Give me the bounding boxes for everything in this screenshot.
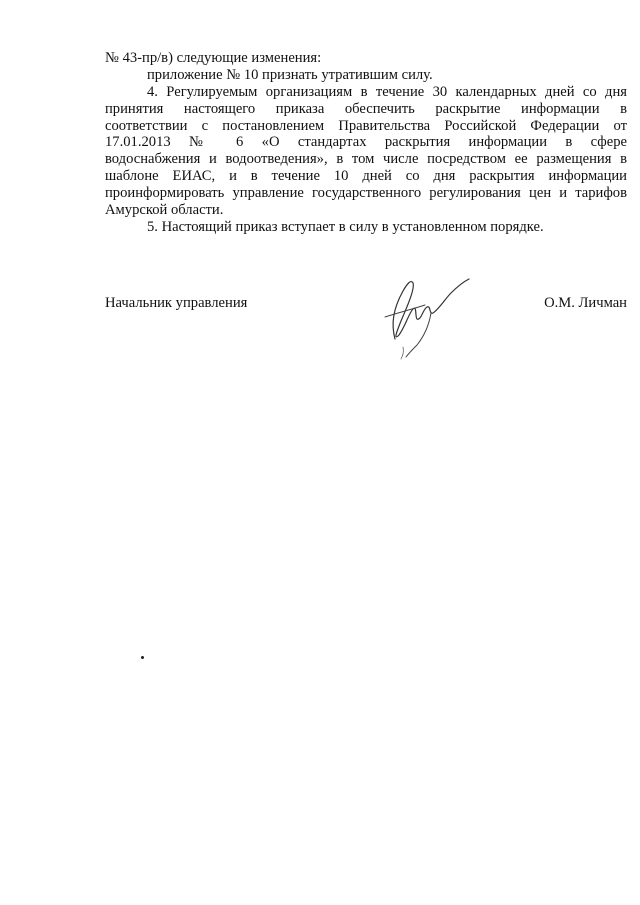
paragraph-line: проинформировать управление государственного регулирования цен и тарифов	[105, 185, 627, 202]
paragraph-line: 5. Настоящий приказ вступает в силу в установленном порядке.	[147, 218, 544, 235]
paragraph-line: № 43-пр/в) следующие изменения:	[105, 50, 322, 66]
paragraph-line: Амурской области.	[105, 202, 224, 219]
signatory-name: О.М. Личман	[544, 295, 627, 311]
signatory-title: Начальник управления	[105, 295, 248, 311]
paragraph-line: соответствии с постановлением Правительства Российской Федерации от	[105, 117, 627, 134]
paragraph-line: шаблоне ЕИАС, и в течение 10 дней со дня раскрытия информации	[105, 168, 627, 185]
handwritten-signature	[373, 269, 483, 364]
paragraph-line: 17.01.2013 № 6 «О стандартах раскрытия информации в сфере	[105, 134, 627, 151]
speck-mark	[141, 656, 144, 659]
document-body	[105, 50, 627, 236]
paragraph-line: приложение № 10 признать утратившим силу.	[147, 66, 433, 83]
paragraph-line: водоснабжения и водоотведения», в том числе посредством ее размещения в	[105, 151, 627, 168]
paragraph-line: принятия настоящего приказа обеспечить раскрытие информации в	[105, 100, 627, 117]
paragraph-line: 4. Регулируемым организациям в течение 30 календарных дней со дня	[147, 83, 627, 100]
signature-block	[105, 295, 627, 365]
